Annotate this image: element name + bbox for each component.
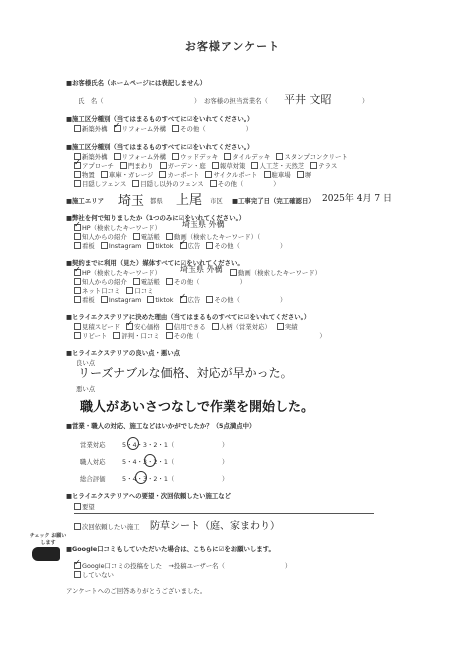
google-row1: ✓Google口コミの投稿をした →投稿ユーザー名（ ）: [74, 561, 291, 570]
section-type2-header: ■施工区分種別（当てはまるものすべてに☑をいれてください。）: [66, 143, 254, 151]
area-pref-suffix: 都県: [150, 197, 163, 205]
type2-row4: 目隠しフェンス 目隠し以外のフェンス その他（ ）: [74, 179, 280, 188]
section-sales-header: ■営業・職人の対応、施工などはいかがでしたか？（5点満点中）: [66, 422, 256, 430]
name-label: 氏 名（: [78, 97, 104, 105]
type2-row3: 物置 車庫・ガレージ カーポート サイクルポート 駐車場 塀: [74, 170, 311, 179]
request-line: [74, 513, 374, 514]
pointing-hand-icon: [32, 547, 60, 561]
score-label: 営業対応: [80, 441, 106, 449]
score-close: ）: [222, 458, 229, 466]
section-type-header: ■施工区分種別（当てはまるものすべてに☑をいれてください。）: [66, 115, 254, 123]
page-title: お客様アンケート: [184, 40, 281, 53]
area-city-suffix: 市区: [210, 197, 223, 205]
decide-row2: リピート 評判・口コミ その他（ ）: [74, 331, 326, 340]
good-text: リーズナブルな価格、対応が早かった。: [78, 366, 293, 380]
section-goodbad-header: ■ヒライエクステリアの良い点・悪い点: [66, 349, 181, 357]
score-scale: 5・4・3・2・1（: [122, 475, 175, 483]
google-row2: していない: [74, 570, 114, 579]
type-options: 新築外構 ✓ リフォーム外構 その他（ ）: [74, 124, 252, 133]
score-circle: [135, 471, 147, 484]
good-label: 良い点: [76, 359, 96, 367]
knew-keyword: 埼玉県 外構: [182, 220, 225, 229]
staff-label: お客様の担当営業名（: [204, 97, 268, 105]
score-scale: 5・4・3・2・1（: [122, 458, 175, 466]
decide-row1: 見積スピード ✓ 安心価格 信用できる 人柄（営業対応） 実績: [74, 322, 298, 331]
area-city-value: 上尾: [176, 193, 203, 208]
knew-row1: ✓HP（検索したキーワード）: [74, 223, 161, 232]
section-request-header: ■ヒライエクステリアへの要望・次回依頼したい施工など: [66, 492, 232, 500]
score-label: 職人対応: [80, 458, 106, 466]
score-scale: 5・4・3・2・1（: [122, 441, 175, 449]
thanks-text: アンケートへのご回答ありがとうございました。: [66, 587, 207, 595]
staff-close: ）: [362, 97, 369, 105]
section-google-header: ■Google口コミもしていただいた場合は、こちらに☑をお願いします。: [66, 545, 275, 553]
contract-keyword: 埼玉県 外構: [180, 265, 223, 274]
request-option: 要望: [74, 502, 95, 511]
score-label: 総合評価: [80, 475, 106, 483]
checkbox[interactable]: [114, 125, 121, 132]
contract-row1: ✓HP（検索したキーワード）: [74, 268, 161, 277]
next-value: 防草シート（庭、家まわり）: [150, 521, 280, 532]
contract-row1b: 動画（検索したキーワード）: [230, 268, 321, 277]
completion-label: ■工事完了日（完工確認日）: [232, 197, 315, 205]
section-contract-header: ■契約までに利用（見た）媒体すべてに☑をいれてください。: [66, 259, 244, 267]
section-decide-header: ■ヒライエクステリアに決めた理由（当てはまるものすべてに☑をいれてください。）: [66, 313, 311, 321]
completion-value: 2025年 4月 7 日: [322, 194, 392, 204]
score-circle: [144, 454, 156, 467]
area-pref-value: 埼玉: [118, 194, 145, 209]
score-close: ）: [222, 441, 229, 449]
score-close: ）: [222, 475, 229, 483]
next-label: 次回依頼したい施工: [74, 522, 140, 531]
type2-row2: ✓アプローチ 門まわり ガーデン・庭 報草対策 人工芝・天然芝 テラス: [74, 161, 337, 170]
contract-row4: 看板 Instagram tiktok ✓ 広告 その他（ ）: [74, 295, 286, 304]
staff-value: 平井 文昭: [284, 93, 332, 106]
contract-row3: ネット口コミ 口コミ: [74, 286, 154, 295]
section-knew-header: ■弊社を何で知りましたか（1つのみに☑をいれてください。）: [66, 214, 246, 222]
check-please-stamp: チェック お願いします: [29, 533, 67, 546]
bad-text: 職人があいさつなしで作業を開始した。: [80, 400, 315, 415]
knew-row3: 看板 Instagram tiktok ✓ 広告 その他（ ）: [74, 241, 286, 250]
score-circle: [127, 437, 139, 450]
checkbox[interactable]: [172, 125, 179, 132]
knew-row2: 知人からの紹介 電話帳 動画（検索したキーワード）（: [74, 232, 260, 241]
bad-label: 悪い点: [76, 385, 96, 393]
checkbox[interactable]: [74, 125, 81, 132]
name-close: ）: [194, 97, 201, 105]
contract-row2: 知人からの紹介 電話帳 その他（ ）: [74, 277, 246, 286]
area-label: ■施工エリア: [66, 197, 104, 205]
section-name-header: ■お客様氏名（ホームページには表記しません）: [66, 79, 207, 87]
type2-row1: 新築外構 リフォーム外構 ウッドデッキ タイルデッキ スタンプコンクリート: [74, 152, 348, 161]
